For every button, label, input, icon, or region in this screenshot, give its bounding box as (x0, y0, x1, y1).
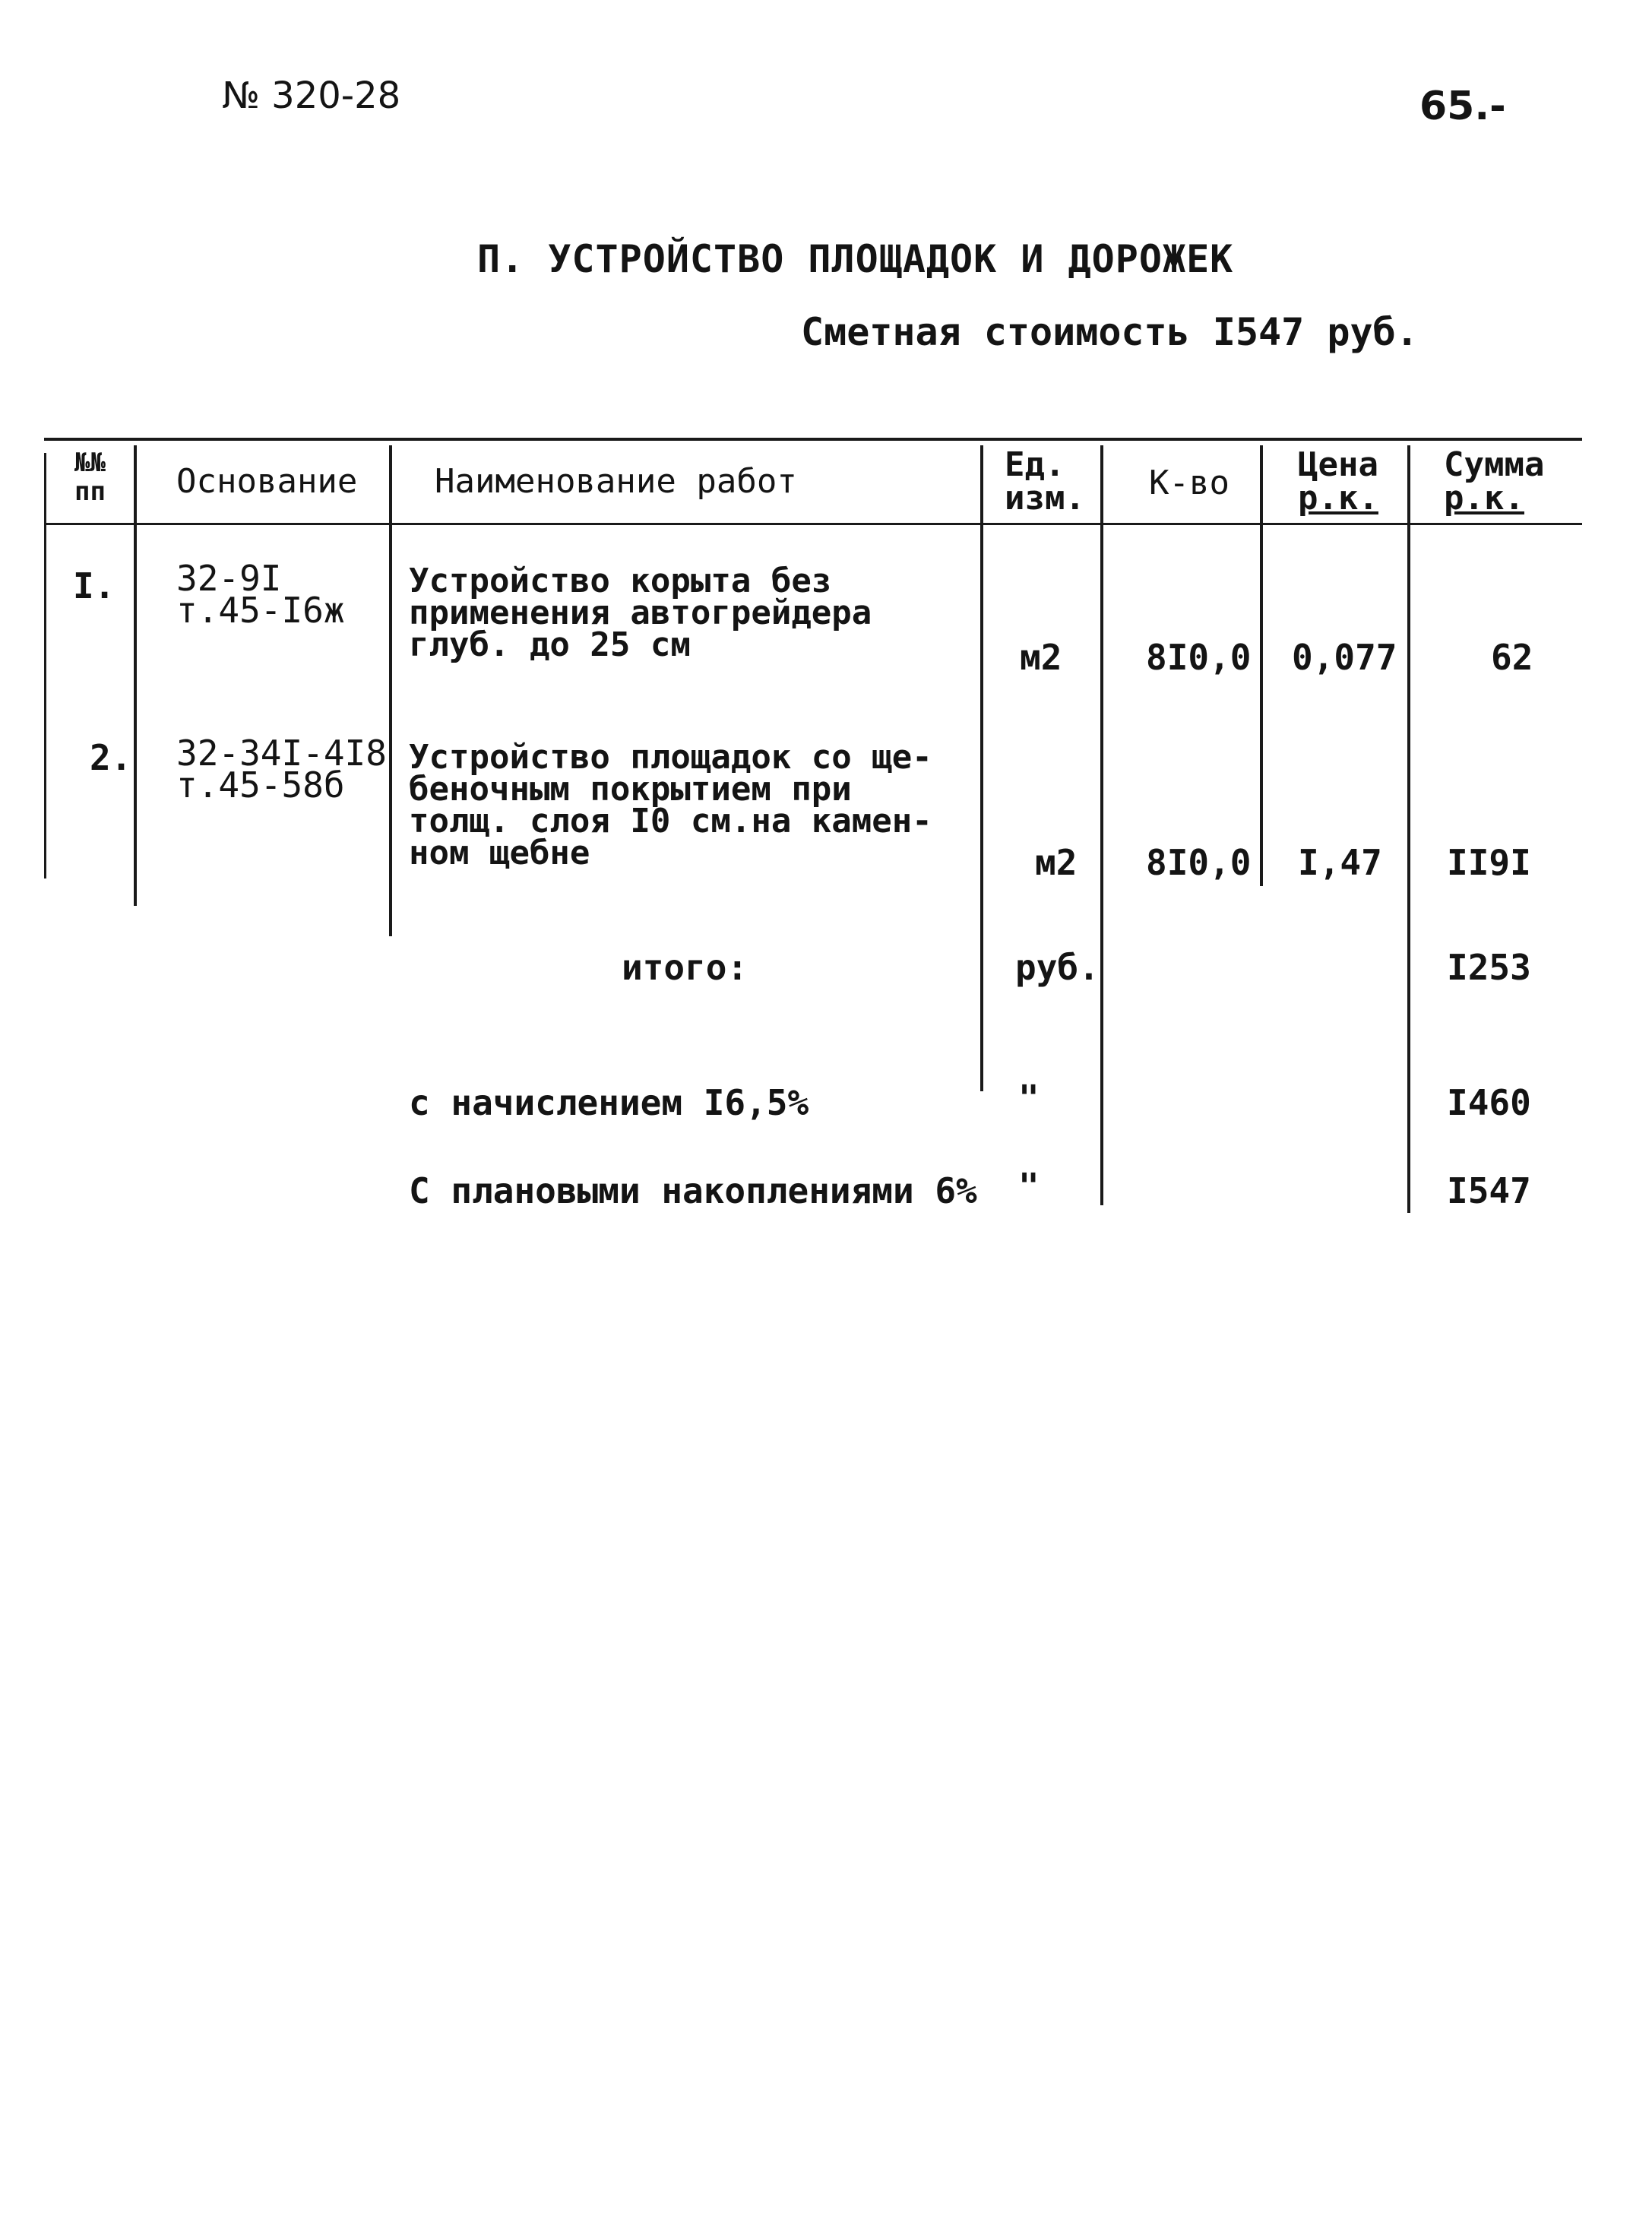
column-divider (1260, 445, 1263, 886)
table-header-rule (44, 523, 1582, 525)
column-divider (1100, 445, 1103, 1205)
header-num: №№ пп (74, 448, 106, 507)
column-divider (1407, 445, 1410, 1213)
row-price: 0,077 (1292, 637, 1397, 678)
row-work-name: Устройство площадок со ще- беночным покрытием при толщ. слоя I0 см.на камен- ном щебне (409, 738, 932, 872)
row-basis: 32-9I т.45-I6ж (176, 558, 345, 631)
table-left-border (44, 453, 46, 878)
row-number: I. (73, 565, 116, 606)
row-basis: 32-34I-4I8 т.45-58б (176, 733, 387, 806)
document-code: № 320-28 (222, 74, 401, 117)
row-unit: м2 (1035, 842, 1078, 883)
planned-savings-unit: " (1018, 1166, 1040, 1207)
surcharge-label: с начислением I6,5% (409, 1082, 809, 1123)
surcharge-sum: I460 (1447, 1082, 1531, 1123)
total-sum: I253 (1447, 947, 1531, 988)
header-name: Наименование работ (435, 462, 797, 501)
row-quantity: 8I0,0 (1146, 637, 1252, 678)
header-basis: Основание (176, 462, 358, 501)
row-sum: II9I (1447, 842, 1531, 883)
column-divider (980, 445, 983, 1091)
row-price: I,47 (1298, 842, 1382, 883)
total-unit: руб. (1015, 947, 1100, 988)
planned-savings-sum: I547 (1447, 1170, 1531, 1211)
estimated-cost: Сметная стоимость I547 руб. (801, 310, 1419, 354)
row-unit: м2 (1020, 637, 1062, 678)
table-top-rule (44, 438, 1582, 441)
header-qty: К-во (1149, 464, 1230, 502)
column-divider (134, 445, 137, 906)
row-work-name: Устройство корыта без применения автогрейдера глуб. до 25 см (409, 562, 872, 664)
section-title: П. УСТРОЙСТВО ПЛОЩАДОК И ДОРОЖЕК (477, 237, 1234, 281)
header-price: Цена р.к. (1298, 445, 1378, 518)
column-divider (389, 445, 392, 936)
header-sum: Сумма р.к. (1444, 445, 1545, 518)
planned-savings-label: С плановыми накоплениями 6% (409, 1170, 977, 1211)
header-unit: Ед. изм. (1005, 445, 1085, 518)
surcharge-unit: " (1018, 1078, 1040, 1119)
row-number: 2. (90, 737, 132, 778)
page-number: 65.- (1419, 84, 1506, 129)
total-label: итого: (622, 947, 748, 988)
row-sum: 62 (1491, 637, 1533, 678)
row-quantity: 8I0,0 (1146, 842, 1252, 883)
